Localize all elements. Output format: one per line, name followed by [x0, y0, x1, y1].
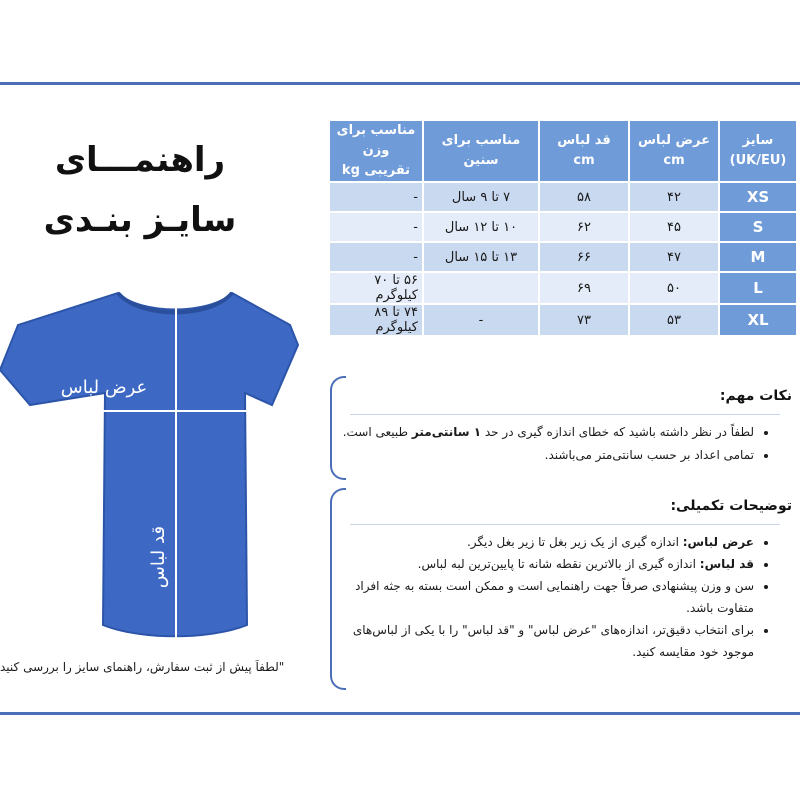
cell-width: ۴۲: [629, 182, 719, 212]
list-item: [334, 575, 754, 619]
table-row: [329, 272, 797, 304]
footer-note: "لطفاً پیش از ثبت سفارش، راهنمای سایز را بررسی کنید: [0, 660, 285, 674]
page-title-line2: سایـز بنـدی: [43, 200, 237, 240]
tshirt-illustration: [0, 285, 300, 655]
list-item: [334, 531, 754, 553]
cell-size: M: [719, 242, 797, 272]
extra-list: [334, 531, 772, 663]
table-row: [329, 212, 797, 242]
list-item: [334, 421, 754, 444]
cell-weight: -: [329, 182, 423, 212]
note-text-end: طبیعی است.: [342, 425, 412, 439]
notes-title: نکات مهم:: [719, 388, 792, 404]
cell-age: ۷ تا ۹ سال: [423, 182, 539, 212]
cell-weight: -: [329, 212, 423, 242]
note-text: لطفاً در نظر داشته باشید که خطای اندازه گیری در حد: [481, 425, 754, 439]
header-width: [629, 120, 719, 182]
extra-text: سن و وزن پیشنهادی صرفاً جهت راهنمایی است و ممکن است بسته به جثه افراد متفاوت باشد.: [355, 579, 754, 615]
header-length-text: قد لباس cm: [557, 133, 611, 168]
length-label: قد لباس: [148, 525, 169, 589]
cell-age: ۱۳ تا ۱۵ سال: [423, 242, 539, 272]
cell-weight: ۷۴ تا ۸۹ کیلوگرم: [329, 304, 423, 336]
extra-text: اندازه گیری از یک زیر بغل تا زیر بغل دیگر.: [466, 535, 683, 549]
cell-age: [423, 272, 539, 304]
cell-width: ۵۳: [629, 304, 719, 336]
size-table: [328, 119, 798, 337]
cell-age: ۱۰ تا ۱۲ سال: [423, 212, 539, 242]
top-divider: [0, 82, 800, 85]
cell-weight: -: [329, 242, 423, 272]
cell-size: L: [719, 272, 797, 304]
extra-term: عرض لباس:: [682, 535, 754, 549]
note-text: تمامی اعداد بر حسب سانتی‌متر می‌باشند.: [544, 448, 754, 462]
cell-length: ۷۳: [539, 304, 629, 336]
header-age-text: مناسب برای سنین: [441, 133, 521, 168]
cell-weight: ۵۶ تا ۷۰ کیلوگرم: [329, 272, 423, 304]
cell-size: XS: [719, 182, 797, 212]
extra-text: برای انتخاب دقیق‌تر، اندازه‌های "عرض لباس" و "قد لباس" را با یکی از لباس‌های موجود خود مقایسه کنید.: [352, 623, 754, 659]
list-item: [334, 553, 754, 575]
extra-title: توضیحات تکمیلی:: [670, 498, 792, 514]
cell-width: ۴۵: [629, 212, 719, 242]
width-label: عرض لباس: [60, 377, 148, 398]
cell-length: ۶۹: [539, 272, 629, 304]
cell-age: -: [423, 304, 539, 336]
extra-text: اندازه گیری از بالاترین نقطه شانه تا پایین‌ترین لبه لباس.: [417, 557, 700, 571]
header-size-text: سایز (UK/EU): [729, 133, 787, 168]
cell-size: S: [719, 212, 797, 242]
header-weight: [329, 120, 423, 182]
table-row: [329, 242, 797, 272]
header-size: [719, 120, 797, 182]
cell-width: ۵۰: [629, 272, 719, 304]
cell-length: ۶۶: [539, 242, 629, 272]
header-age: [423, 120, 539, 182]
page-title-line1: راهنمـــای: [54, 140, 226, 180]
cell-length: ۶۲: [539, 212, 629, 242]
cell-size: XL: [719, 304, 797, 336]
header-width-text: عرض لباس cm: [638, 133, 710, 168]
table-row: [329, 182, 797, 212]
list-item: [334, 444, 754, 467]
table-header-row: [329, 120, 797, 182]
notes-list: [334, 421, 772, 467]
table-row: [329, 304, 797, 336]
list-item: [334, 619, 754, 663]
bottom-divider: [0, 712, 800, 715]
header-length: [539, 120, 629, 182]
header-weight-text: مناسب برای وزن تقریبی kg: [336, 123, 416, 178]
notes-divider: [350, 414, 780, 415]
cell-width: ۴۷: [629, 242, 719, 272]
note-bold: ۱ سانتی‌متر: [411, 425, 482, 439]
extra-term: قد لباس:: [699, 557, 754, 571]
extra-divider: [350, 524, 780, 525]
cell-length: ۵۸: [539, 182, 629, 212]
